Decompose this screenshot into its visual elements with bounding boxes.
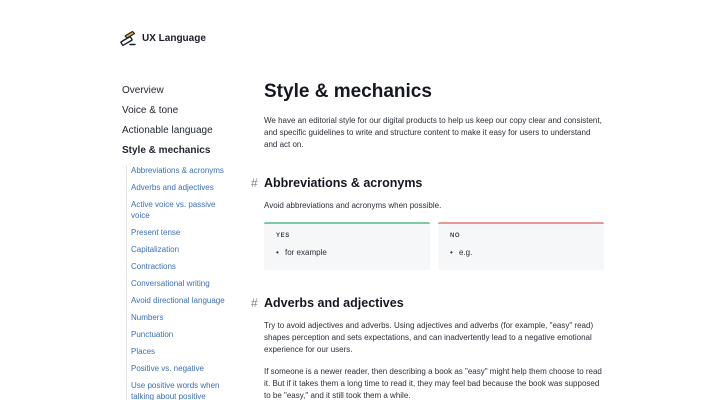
example-cards xyxy=(264,222,604,270)
yes-label: YES xyxy=(276,233,290,239)
subnav-item-punctuation[interactable]: Punctuation xyxy=(131,330,174,339)
page-title: Style & mechanics xyxy=(264,81,432,102)
main-content xyxy=(251,80,604,400)
subnav-item-contractions[interactable]: Contractions xyxy=(131,262,176,271)
brand-logo[interactable] xyxy=(120,30,206,46)
subnav-item-conversational-writing[interactable]: Conversational writing xyxy=(131,279,210,288)
subnav-item-abbreviations[interactable]: Abbreviations & acronyms xyxy=(131,166,224,175)
subnav-item-adverbs[interactable]: Adverbs and adjectives xyxy=(131,183,214,192)
pen-ruler-icon xyxy=(120,30,136,46)
subnav-item-places[interactable]: Places xyxy=(131,347,156,356)
section-heading xyxy=(251,175,604,191)
subnav-item-active-voice[interactable]: Active voice vs. passive voice xyxy=(131,200,216,220)
section-heading-text: Adverbs and adjectives xyxy=(264,296,404,310)
sidebar-item-style-mechanics[interactable]: Style & mechanics xyxy=(122,145,211,156)
yes-example-card xyxy=(264,222,430,270)
sidebar-item-overview[interactable]: Overview xyxy=(122,85,164,96)
section-abbreviations xyxy=(251,175,604,270)
section-paragraph: If someone is a newer reader, then describing a book as "easy" might help them choose to read it. But if it takes them a long time to read it, they may feel bad because the book was supposed to be "easy," and it still took them a while. xyxy=(264,367,602,400)
yes-example-item: • for example xyxy=(276,248,418,257)
sidebar-item-voice-tone[interactable]: Voice & tone xyxy=(122,105,179,116)
section-heading-text: Abbreviations & acronyms xyxy=(264,176,423,190)
section-text: Avoid abbreviations and acronyms when possible. xyxy=(264,201,442,210)
subnav-item-present-tense[interactable]: Present tense xyxy=(131,228,181,237)
brand-name: UX Language xyxy=(142,32,206,44)
anchor-hash-icon[interactable]: # xyxy=(251,176,258,190)
section-heading xyxy=(251,295,604,311)
subnav-item-positive-words[interactable]: Use positive words when talking about positive xyxy=(131,381,220,400)
anchor-hash-icon[interactable]: # xyxy=(251,296,258,310)
subnav-item-capitalization[interactable]: Capitalization xyxy=(131,245,180,254)
no-example-card xyxy=(438,222,604,270)
sidebar-nav xyxy=(122,84,234,400)
subnav-item-directional-language[interactable]: Avoid directional language xyxy=(131,296,225,305)
no-label: NO xyxy=(450,233,461,239)
no-example-item: • e.g. xyxy=(450,248,592,257)
sidebar-item-actionable-language[interactable]: Actionable language xyxy=(122,125,213,136)
subnav-item-positive-negative[interactable]: Positive vs. negative xyxy=(131,364,204,373)
section-paragraph: Try to avoid adjectives and adverbs. Using adjectives and adverbs (for example, "easy" read) shapes perception and sets expectations, and can inadvertently lead to a negative emotional experience for our users. xyxy=(264,321,594,354)
intro-paragraph: We have an editorial style for our digital products to help us keep our copy clear and consistent, and specific guidelines to write and structure content to make it easy for users to understand and act on. xyxy=(264,116,602,149)
subnav-item-numbers[interactable]: Numbers xyxy=(131,313,164,322)
sidebar-subnav xyxy=(126,165,234,400)
section-adverbs xyxy=(251,295,604,400)
